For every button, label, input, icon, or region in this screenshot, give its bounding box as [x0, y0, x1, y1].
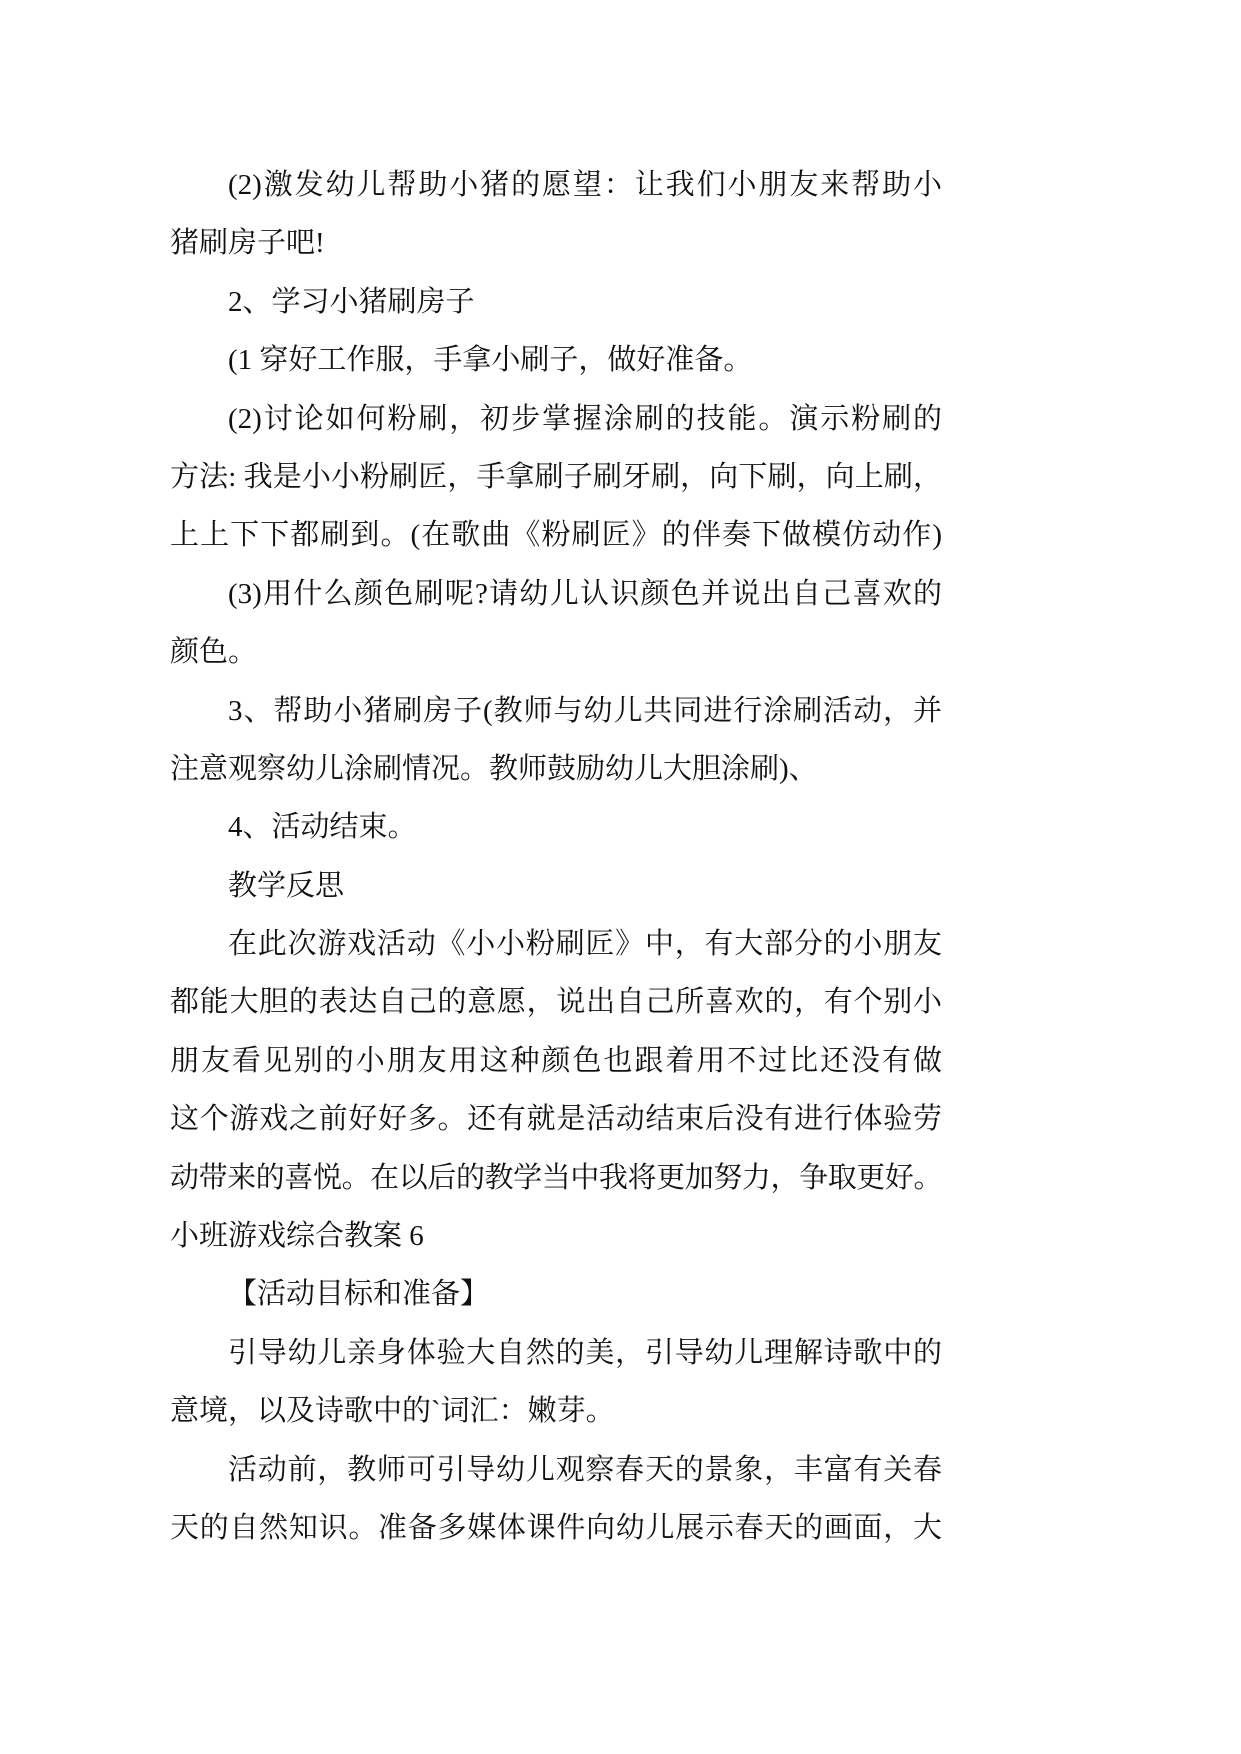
- text-line: (2)激发幼儿帮助小猪的愿望：让我们小朋友来帮助小: [228, 169, 942, 201]
- document-body: [170, 156, 942, 1557]
- text-line: (3)用什么颜色刷呢?请幼儿认识颜色并说出自己喜欢的: [228, 577, 942, 610]
- text-line: 猪刷房子吧!: [170, 227, 325, 260]
- section-heading: 教学反思: [228, 869, 345, 902]
- text-line: 这个游戏之前好好多。还有就是活动结束后没有进行体验劳: [170, 1103, 942, 1136]
- section-title: 小班游戏综合教案 6: [170, 1220, 424, 1253]
- text-line: 动带来的喜悦。在以后的教学当中我将更加努力，争取更好。: [170, 1161, 942, 1194]
- text-line: 都能大胆的表达自己的意愿，说出自己所喜欢的，有个别小: [170, 986, 942, 1019]
- text-line: 活动前，教师可引导幼儿观察春天的景象，丰富有关春: [228, 1453, 942, 1486]
- text-line: 颜色。: [170, 636, 258, 669]
- step-heading: 3、帮助小猪刷房子(教师与幼儿共同进行涂刷活动，并: [228, 694, 942, 727]
- text-line: (1 穿好工作服，手拿小刷子，做好准备。: [228, 344, 753, 377]
- text-line: 注意观察幼儿涂刷情况。教师鼓励幼儿大胆涂刷)、: [170, 752, 818, 785]
- text-line: 引导幼儿亲身体验大自然的美，引导幼儿理解诗歌中的: [228, 1336, 942, 1369]
- text-line: 天的自然知识。准备多媒体课件向幼儿展示春天的画面，大: [170, 1511, 942, 1544]
- text-line: (2)讨论如何粉刷，初步掌握涂刷的技能。演示粉刷的: [228, 402, 942, 435]
- text-line: 朋友看见别的小朋友用这种颜色也跟着用不过比还没有做: [170, 1044, 942, 1077]
- step-heading: 4、活动结束。: [228, 811, 417, 844]
- text-line: 在此次游戏活动《小小粉刷匠》中，有大部分的小朋友: [228, 928, 942, 961]
- text-line: 方法: 我是小小粉刷匠，手拿刷子刷牙刷，向下刷，向上刷，: [170, 460, 942, 493]
- text-line: 上上下下都刷到。(在歌曲《粉刷匠》的伴奏下做模仿动作): [170, 519, 942, 552]
- step-heading: 2、学习小猪刷房子: [228, 285, 475, 318]
- text-line: 意境，以及诗歌中的`词汇：嫩芽。: [170, 1395, 615, 1428]
- subsection-heading: 【活动目标和准备】: [228, 1278, 490, 1311]
